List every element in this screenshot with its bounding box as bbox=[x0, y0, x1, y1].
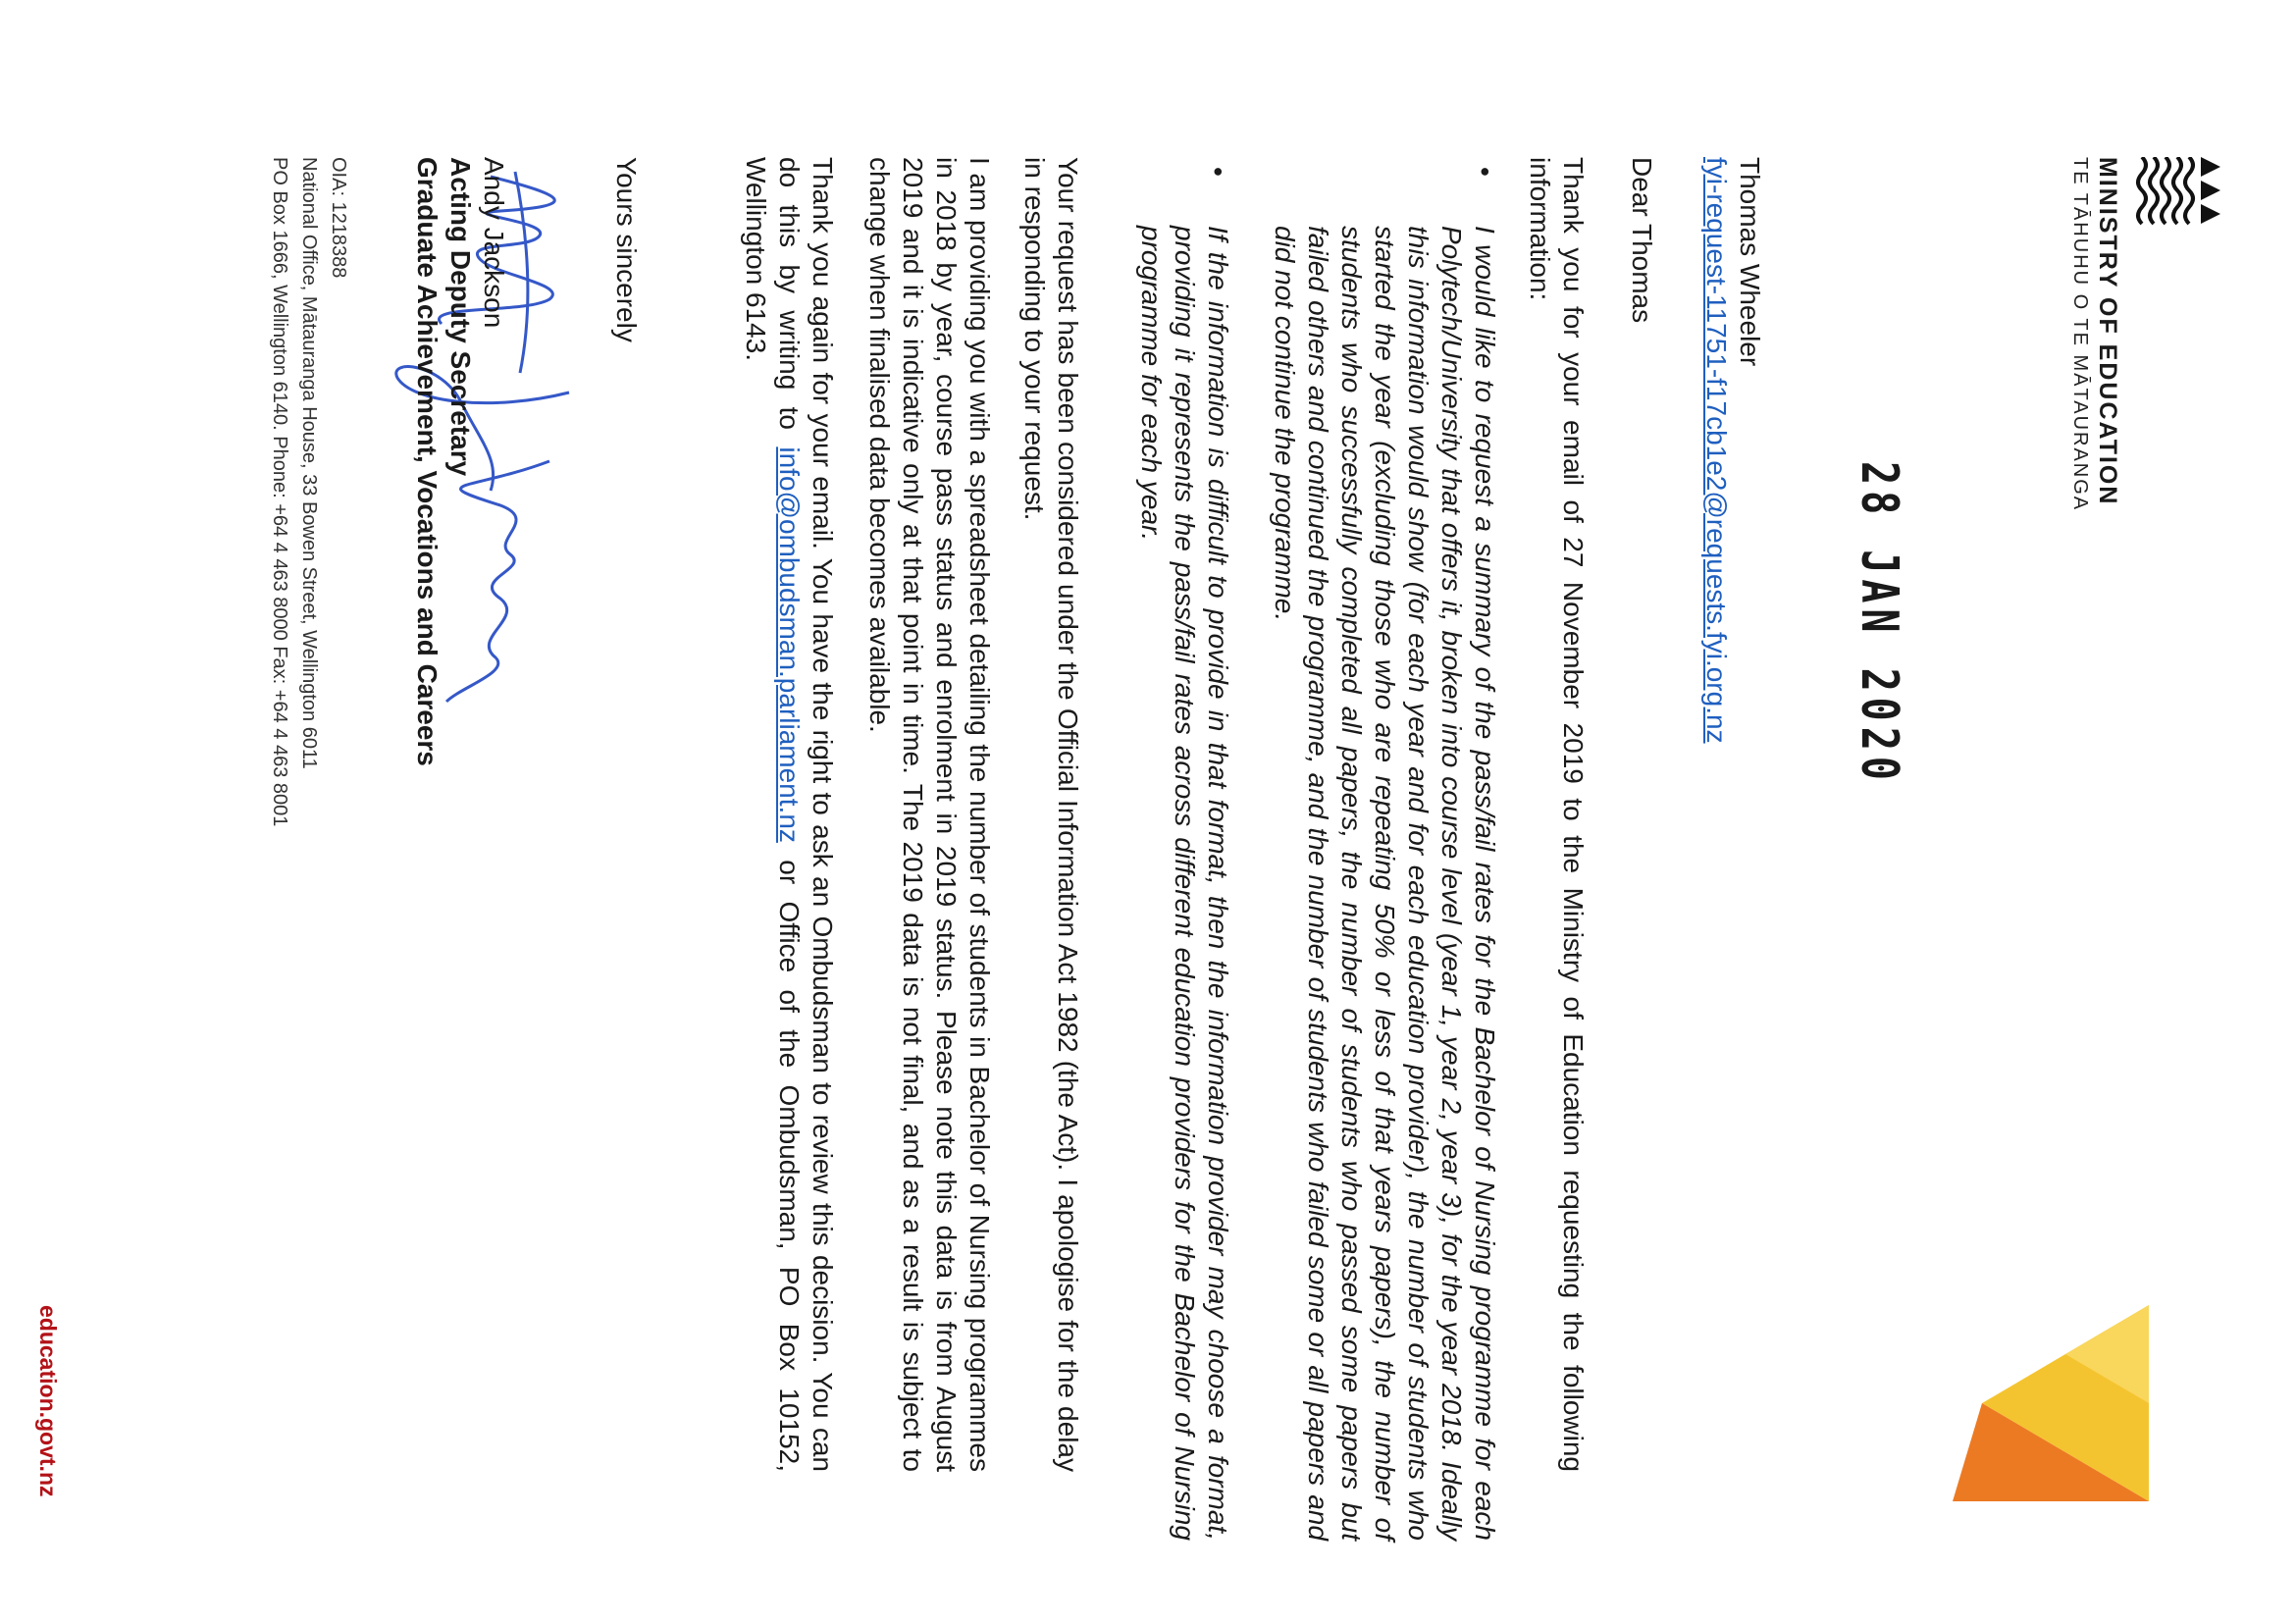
review-text-end: or Office of the Ombudsman, PO Box 10152, Wellington 6143. bbox=[741, 157, 805, 1472]
list-item bbox=[1268, 167, 1501, 1541]
office-address: National Office, Mātauranga House, 33 Bowen Street, Wellington 6011 bbox=[298, 157, 320, 769]
website-link[interactable]: education.govt.nz bbox=[35, 1305, 61, 1497]
ministry-logo bbox=[2068, 157, 2222, 667]
list-item bbox=[1134, 167, 1234, 1541]
request-text: If the information is difficult to provide in that format, then the information provider may choose a format, providing it represents the pass/fail rates across different education providers for the Bachelor of Nursing programme for each year. bbox=[1136, 226, 1233, 1541]
decorative-triangles-icon bbox=[1953, 1305, 2149, 1501]
signer-title: Acting Deputy Secretary bbox=[445, 157, 476, 477]
addressee-email-link[interactable]: fyi-request-11751-f17cb1e2@requests.fyi.org.nz bbox=[1701, 157, 1732, 744]
spreadsheet-paragraph: I am providing you with a spreadsheet detailing the number of students in Bachelor of Nursing programmes in 2018 by year, course pass status and enrolment in 2019 status. Please note this data is from August 2019 and it is indicative only at that point in time. The 2019 data is not final, and as a result is subject to change when finalised data becomes available. bbox=[864, 157, 995, 1472]
review-rights-paragraph bbox=[739, 157, 839, 1472]
review-text-start: Thank you again for your email. You have the right to ask an Ombudsman to review this decision. You can do this by writing to bbox=[774, 157, 838, 1472]
addressee-name: Thomas Wheeler bbox=[1735, 157, 1765, 367]
considered-paragraph: Your request has been considered under the Official Information Act 1982 (the Act). I apologise for the delay in responding to your request. bbox=[1019, 157, 1083, 1472]
bullet-icon: • bbox=[1203, 167, 1233, 177]
request-text: I would like to request a summary of the pass/fail rates for the Bachelor of Nursing programme for each Polytech/University that offers it, broken into course level (year 1, year 2, year 3), for the year 2018. Ideally this information would show (for each year and for each education provider), the number of students who started the year (excluding those who are repeating 50% or less of that years papers), the number of students who successfully completed all papers, the number of students who passed some papers but failed others and continued the programme, and the number of students who failed some or all papers and did not continue the programme. bbox=[1270, 226, 1500, 1541]
addressee-block bbox=[1699, 157, 1766, 1472]
signer-name: Andy Jackson bbox=[479, 157, 509, 329]
salutation: Dear Thomas bbox=[1627, 157, 1657, 324]
ombudsman-email-link[interactable]: info@ombudsman.parliament.nz bbox=[774, 446, 805, 843]
signer-group: Graduate Achievement, Vocations and Careers bbox=[412, 157, 443, 766]
date-stamp: 28 JAN 2020 bbox=[1850, 461, 1908, 786]
request-list bbox=[1101, 157, 1501, 1541]
closing: Yours sincerely bbox=[611, 157, 642, 342]
logo-subtitle: TE TĀHUHU O TE MĀTAURANGA bbox=[2069, 157, 2091, 512]
signer-block bbox=[410, 157, 510, 766]
bullet-icon: • bbox=[1470, 167, 1500, 177]
footer bbox=[265, 157, 353, 826]
ministry-logo-icon bbox=[2129, 157, 2222, 226]
intro-paragraph: Thank you for your email of 27 November 2019 to the Ministry of Education requesting the following information: bbox=[1525, 157, 1589, 1472]
oia-reference: OIA: 1218388 bbox=[328, 157, 349, 279]
logo-title: MINISTRY OF EDUCATION bbox=[2094, 157, 2121, 506]
contact-details: PO Box 1666, Wellington 6140. Phone: +64 4 463 8000 Fax: +64 4 463 8001 bbox=[269, 157, 290, 827]
